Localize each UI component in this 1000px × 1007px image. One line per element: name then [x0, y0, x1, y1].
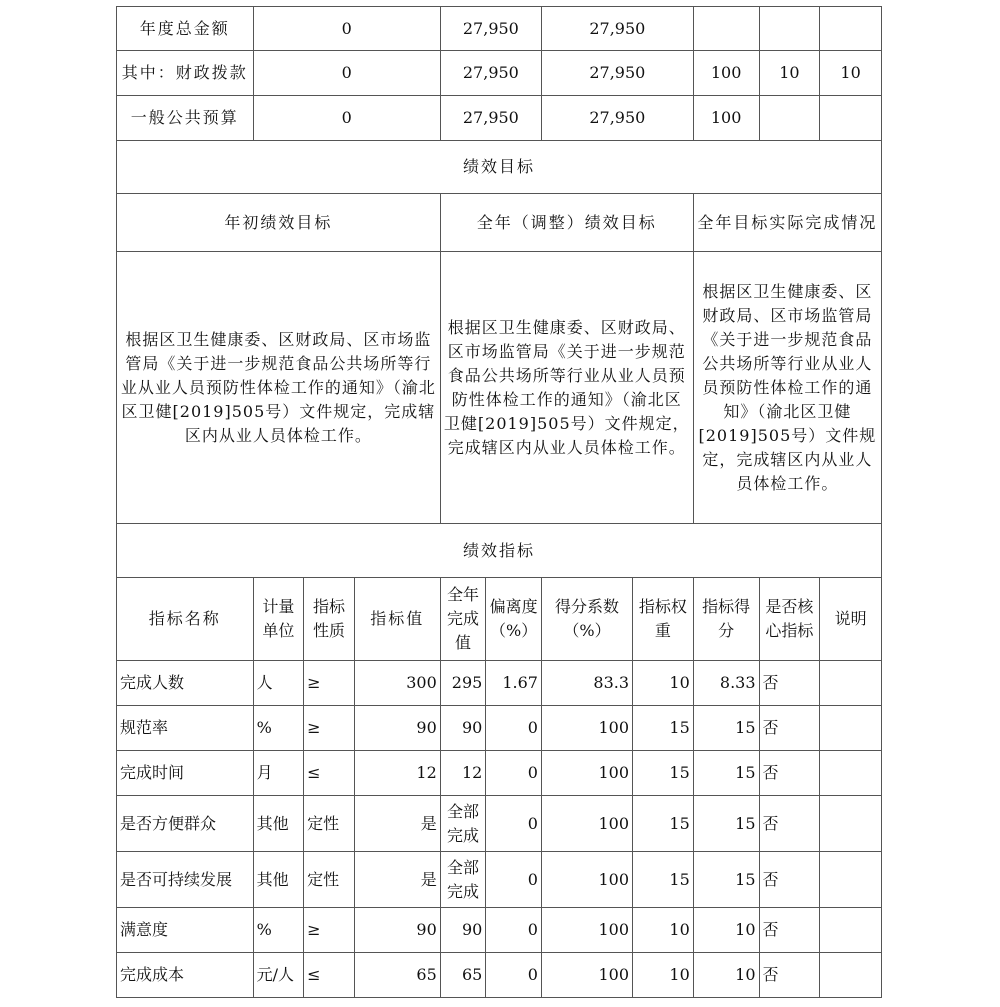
indicator-core: 否: [759, 953, 820, 998]
budget-value-d: [693, 7, 759, 51]
budget-value-b: 27,950: [440, 51, 541, 96]
indicator-weight: 15: [633, 852, 694, 908]
indicator-name: 完成人数: [117, 661, 254, 706]
indicator-note: [820, 908, 882, 953]
goal-text-actual: 根据区卫生健康委、区财政局、区市场监管局《关于进一步规范食品公共场所等行业从业人员预防性体检工作的通知》（渝北区卫健[2019]505号）文件规定，完成辖区内从业人员体检工作。: [693, 252, 881, 524]
indicator-coef: 100: [541, 852, 632, 908]
indicator-core: 否: [759, 796, 820, 852]
indicator-weight: 10: [633, 953, 694, 998]
indicator-deviation: 0: [486, 796, 542, 852]
indicator-actual: 全部完成: [440, 796, 486, 852]
goals-header-actual: 全年目标实际完成情况: [693, 194, 881, 252]
indicator-unit: 人: [253, 661, 304, 706]
budget-value-a: 0: [253, 51, 440, 96]
indicator-weight: 15: [633, 796, 694, 852]
budget-label: 其中：财政拨款: [117, 51, 254, 96]
indicator-note: [820, 953, 882, 998]
indicator-unit: 其他: [253, 796, 304, 852]
header-deviation: 偏离度（%）: [486, 578, 542, 661]
indicator-name: 满意度: [117, 908, 254, 953]
header-score: 指标得分: [693, 578, 759, 661]
budget-value-a: 0: [253, 96, 440, 141]
indicator-score: 15: [693, 706, 759, 751]
indicator-actual: 12: [440, 751, 486, 796]
indicator-unit: %: [253, 706, 304, 751]
indicator-row: [117, 953, 882, 998]
indicator-target: 是: [354, 852, 440, 908]
indicator-weight: 15: [633, 706, 694, 751]
indicator-nature: 定性: [304, 852, 355, 908]
header-weight: 指标权重: [633, 578, 694, 661]
goal-text-adjusted: 根据区卫生健康委、区财政局、区市场监管局《关于进一步规范食品公共场所等行业从业人员预防性体检工作的通知》（渝北区卫健[2019]505号）文件规定，完成辖区内从业人员体检工作。: [440, 252, 693, 524]
indicator-coef: 100: [541, 953, 632, 998]
budget-value-f: 10: [820, 51, 882, 96]
header-coef: 得分系数（%）: [541, 578, 632, 661]
indicator-target: 65: [354, 953, 440, 998]
indicator-core: 否: [759, 661, 820, 706]
indicator-nature: ≤: [304, 751, 355, 796]
header-target: 指标值: [354, 578, 440, 661]
indicator-core: 否: [759, 706, 820, 751]
goals-section-title: 绩效目标: [117, 141, 882, 194]
indicator-core: 否: [759, 852, 820, 908]
header-core: 是否核心指标: [759, 578, 820, 661]
budget-value-f: [820, 96, 882, 141]
indicator-score: 15: [693, 852, 759, 908]
indicator-actual: 全部完成: [440, 852, 486, 908]
header-nature: 指标性质: [304, 578, 355, 661]
indicator-target: 90: [354, 706, 440, 751]
budget-row: [117, 7, 882, 51]
performance-table: [116, 6, 882, 998]
budget-value-b: 27,950: [440, 7, 541, 51]
indicator-row: [117, 706, 882, 751]
indicator-actual: 295: [440, 661, 486, 706]
budget-value-f: [820, 7, 882, 51]
indicator-score: 10: [693, 953, 759, 998]
indicator-actual: 90: [440, 908, 486, 953]
indicator-nature: ≤: [304, 953, 355, 998]
indicator-target: 12: [354, 751, 440, 796]
indicator-weight: 15: [633, 751, 694, 796]
indicator-row: [117, 908, 882, 953]
indicators-header-row: [117, 578, 882, 661]
header-name: 指标名称: [117, 578, 254, 661]
indicator-coef: 83.3: [541, 661, 632, 706]
indicator-deviation: 1.67: [486, 661, 542, 706]
goal-text-initial: 根据区卫生健康委、区财政局、区市场监管局《关于进一步规范食品公共场所等行业从业人员预防性体检工作的通知》（渝北区卫健[2019]505号）文件规定，完成辖区内从业人员体检工作。: [117, 252, 441, 524]
header-note: 说明: [820, 578, 882, 661]
budget-value-d: 100: [693, 51, 759, 96]
indicator-coef: 100: [541, 796, 632, 852]
indicator-note: [820, 661, 882, 706]
budget-value-e: [759, 7, 820, 51]
budget-value-e: [759, 96, 820, 141]
indicator-row: [117, 751, 882, 796]
indicator-deviation: 0: [486, 953, 542, 998]
indicator-unit: 其他: [253, 852, 304, 908]
indicator-unit: 月: [253, 751, 304, 796]
indicator-deviation: 0: [486, 706, 542, 751]
indicator-nature: 定性: [304, 796, 355, 852]
budget-value-c: 27,950: [541, 51, 693, 96]
indicator-nature: ≥: [304, 706, 355, 751]
budget-value-a: 0: [253, 7, 440, 51]
indicator-score: 10: [693, 908, 759, 953]
header-unit: 计量单位: [253, 578, 304, 661]
indicator-score: 15: [693, 751, 759, 796]
indicator-coef: 100: [541, 751, 632, 796]
indicator-deviation: 0: [486, 852, 542, 908]
indicator-name: 是否方便群众: [117, 796, 254, 852]
indicator-row: [117, 661, 882, 706]
indicator-name: 完成时间: [117, 751, 254, 796]
budget-label: 年度总金额: [117, 7, 254, 51]
goals-header-adjusted: 全年（调整）绩效目标: [440, 194, 693, 252]
indicator-deviation: 0: [486, 908, 542, 953]
indicator-weight: 10: [633, 661, 694, 706]
indicator-name: 完成成本: [117, 953, 254, 998]
indicator-target: 300: [354, 661, 440, 706]
indicator-note: [820, 796, 882, 852]
indicator-actual: 90: [440, 706, 486, 751]
indicator-name: 是否可持续发展: [117, 852, 254, 908]
header-actual: 全年完成值: [440, 578, 486, 661]
indicator-nature: ≥: [304, 661, 355, 706]
indicators-section-title: 绩效指标: [117, 524, 882, 578]
budget-value-d: 100: [693, 96, 759, 141]
indicator-note: [820, 751, 882, 796]
budget-label: 一般公共预算: [117, 96, 254, 141]
budget-row: [117, 96, 882, 141]
indicator-note: [820, 706, 882, 751]
indicator-nature: ≥: [304, 908, 355, 953]
indicator-unit: %: [253, 908, 304, 953]
indicator-row: [117, 852, 882, 908]
indicator-unit: 元/人: [253, 953, 304, 998]
indicator-target: 90: [354, 908, 440, 953]
budget-value-b: 27,950: [440, 96, 541, 141]
budget-row: [117, 51, 882, 96]
indicator-note: [820, 852, 882, 908]
indicator-score: 15: [693, 796, 759, 852]
indicator-core: 否: [759, 908, 820, 953]
indicator-core: 否: [759, 751, 820, 796]
indicator-row: [117, 796, 882, 852]
indicator-score: 8.33: [693, 661, 759, 706]
indicator-coef: 100: [541, 908, 632, 953]
indicator-deviation: 0: [486, 751, 542, 796]
indicator-coef: 100: [541, 706, 632, 751]
budget-value-c: 27,950: [541, 96, 693, 141]
indicator-target: 是: [354, 796, 440, 852]
goals-header-initial: 年初绩效目标: [117, 194, 441, 252]
indicator-actual: 65: [440, 953, 486, 998]
budget-value-c: 27,950: [541, 7, 693, 51]
indicator-name: 规范率: [117, 706, 254, 751]
budget-value-e: 10: [759, 51, 820, 96]
indicator-weight: 10: [633, 908, 694, 953]
